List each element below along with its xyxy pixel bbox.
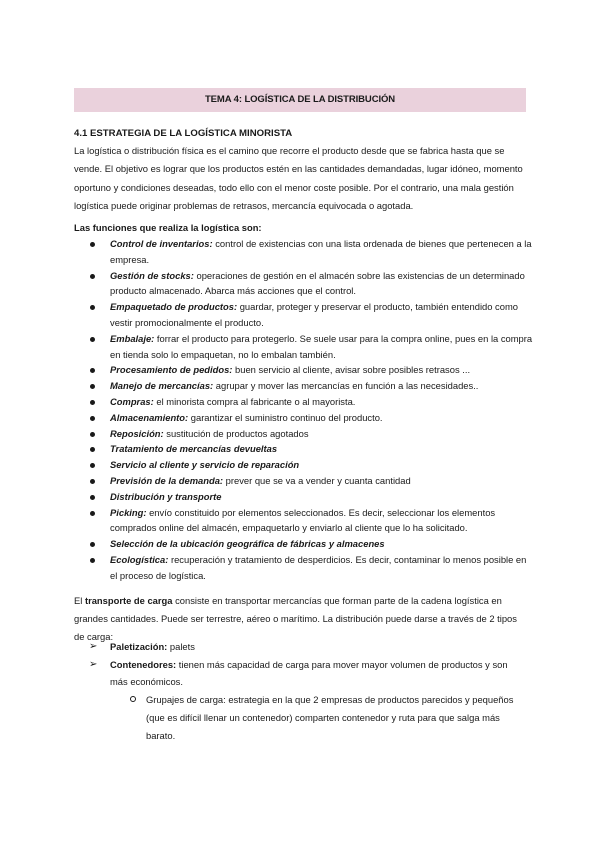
bullet-icon xyxy=(90,274,95,279)
function-desc: buen servicio al cliente, avisar sobre posibles retrasos ... xyxy=(232,364,471,376)
circle-bullet-icon xyxy=(130,696,136,702)
function-item xyxy=(0,426,600,442)
function-item xyxy=(0,473,600,489)
bullet-icon xyxy=(90,337,95,342)
bullet-icon xyxy=(90,463,95,468)
function-item xyxy=(0,378,600,394)
cargo-type-item xyxy=(0,656,600,745)
function-item xyxy=(0,457,600,473)
transport-term: transporte de carga xyxy=(84,595,173,606)
bullet-icon xyxy=(90,416,95,421)
function-item xyxy=(0,362,600,378)
function-desc: garantizar el suministro continuo del producto. xyxy=(188,411,383,423)
function-term: Compras: xyxy=(110,395,154,407)
function-item xyxy=(0,268,600,300)
cargo-types-list xyxy=(0,638,600,745)
groupage-item xyxy=(110,691,520,745)
function-term: Reposición: xyxy=(110,427,164,439)
bullet-icon xyxy=(90,368,95,373)
function-desc: recuperación y tratamiento de desperdicios. Es decir, contaminar lo menos posible en el proceso de logística. xyxy=(110,553,527,581)
groupage-text: Grupajes de carga: estrategia en la que 2 empresas de productos parecidos y pequeños (que es difícil llenar un contenedor) comparten contenedor y ruta para que salga más barato. xyxy=(146,693,514,741)
bullet-icon xyxy=(90,542,95,547)
function-item xyxy=(0,552,600,584)
section-heading: 4.1 ESTRATEGIA DE LA LOGÍSTICA MINORISTA xyxy=(74,128,293,139)
bullet-icon xyxy=(90,305,95,310)
cargo-type-item xyxy=(0,638,600,656)
function-term: Empaquetado de productos: xyxy=(110,301,238,313)
function-item xyxy=(0,331,600,363)
bullet-icon xyxy=(90,400,95,405)
bullet-icon xyxy=(90,432,95,437)
function-desc: envío constituido por elementos seleccionados. Es decir, seleccionar los elementos comprados online del almacén, empaquetarlo y enviarlo al cliente que lo ha solicitado. xyxy=(110,506,496,534)
document-title: TEMA 4: LOGÍSTICA DE LA DISTRIBUCIÓN xyxy=(74,88,526,112)
transport-text: consiste en transportar mercancías que forman parte de la cadena logística en grandes cantidades. Puede ser terrestre, aéreo o marítimo. La distribución puede darse a través de 2 tipos de carga: xyxy=(74,595,517,643)
function-desc: control de existencias con una lista ordenada de bienes que pertenecen a la empresa. xyxy=(110,238,532,265)
function-term: Gestión de stocks: xyxy=(110,269,194,281)
bullet-icon xyxy=(90,511,95,516)
cargo-type-term: Paletización: xyxy=(110,641,168,652)
function-item xyxy=(0,299,600,331)
function-term: Procesamiento de pedidos: xyxy=(110,364,233,376)
function-item xyxy=(0,410,600,426)
bullet-icon xyxy=(90,384,95,389)
function-term: Tratamiento de mercancías devueltas xyxy=(110,443,278,455)
function-term: Picking: xyxy=(110,506,147,518)
function-item xyxy=(0,441,600,457)
function-term: Distribución y transporte xyxy=(110,490,222,502)
cargo-type-desc: tienen más capacidad de carga para mover mayor volumen de productos y son más económicos. xyxy=(110,658,508,688)
bullet-icon xyxy=(90,495,95,500)
groupage-sublist xyxy=(110,691,520,745)
function-item xyxy=(0,394,600,410)
functions-list xyxy=(0,236,600,584)
function-desc: el minorista compra al fabricante o al mayorista. xyxy=(153,395,356,407)
function-item xyxy=(0,505,600,537)
transport-prefix: El xyxy=(74,595,85,606)
function-desc: prever que se va a vender y cuanta cantidad xyxy=(223,474,411,486)
function-term: Manejo de mercancías: xyxy=(110,380,214,392)
bullet-icon xyxy=(90,242,95,247)
function-term: Servicio al cliente y servicio de reparación xyxy=(110,459,300,471)
cargo-type-desc: palets xyxy=(167,641,195,652)
function-desc: sustitución de productos agotados xyxy=(163,427,309,439)
function-term: Selección de la ubicación geográfica de fábricas y almacenes xyxy=(110,538,385,550)
bullet-icon xyxy=(90,447,95,452)
function-term: Embalaje: xyxy=(110,332,155,344)
function-item xyxy=(0,236,600,268)
function-term: Ecologística: xyxy=(110,553,169,565)
function-item xyxy=(0,536,600,552)
bullet-icon xyxy=(90,479,95,484)
function-item xyxy=(0,489,600,505)
function-desc: guardar, proteger y preservar el producto, también entendido como vestir promocionalmente el producto. xyxy=(110,301,518,328)
intro-paragraph: La logística o distribución física es el camino que recorre el producto desde que se fabrica hasta que se vende. El objetivo es lograr que los productos estén en las cantidades demandadas, lugar idóneo, momento oportuno y condiciones deseadas, todo ello con el menor coste posible. Por el contrario, una mala gestión logística puede originar problemas de retrasos, mercancía equivocada o agotada. xyxy=(74,145,523,212)
arrow-bullet-icon: ➢ xyxy=(89,641,98,652)
function-desc: operaciones de gestión en el almacén sobre las existencias de un determinado producto almacenado. Abarca más acciones que el control. xyxy=(110,269,525,297)
function-term: Control de inventarios: xyxy=(110,238,213,249)
bullet-icon xyxy=(90,558,95,563)
arrow-bullet-icon: ➢ xyxy=(89,658,98,670)
functions-heading: Las funciones que realiza la logística son: xyxy=(74,222,262,233)
function-desc: agrupar y mover las mercancías en función a las necesidades.. xyxy=(213,380,479,392)
function-term: Previsión de la demanda: xyxy=(110,474,224,486)
function-term: Almacenamiento: xyxy=(110,411,189,423)
cargo-type-term: Contenedores: xyxy=(110,658,177,670)
function-desc: forrar el producto para protegerlo. Se suele usar para la compra online, pues en la compra en tienda solo lo empaquetan, no lo embalan también. xyxy=(110,332,533,360)
